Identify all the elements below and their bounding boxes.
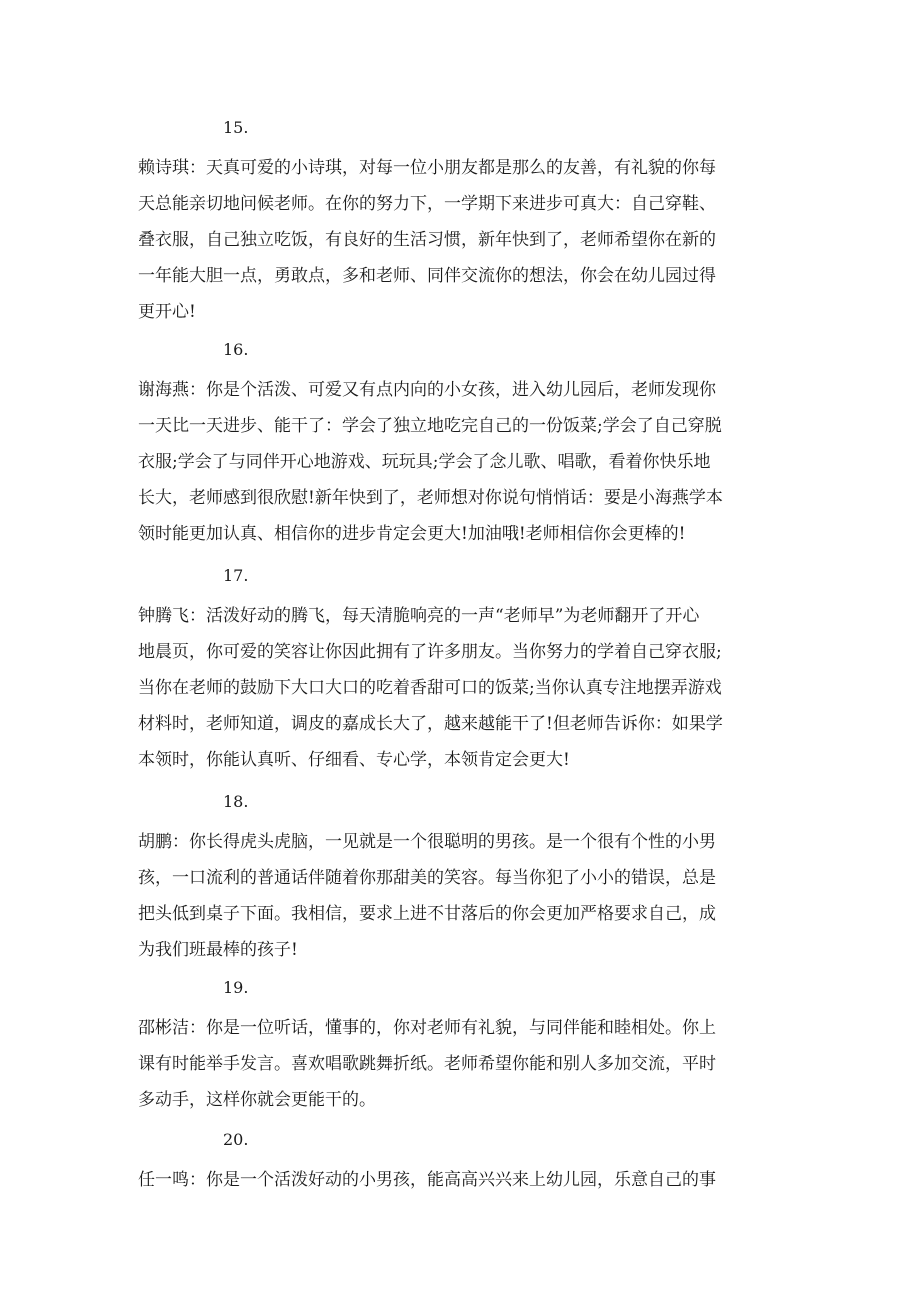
entry-text: 胡鹏：你长得虎头虎脑，一见就是一个很聪明的男孩。是一个很有个性的小男 孩，一口流利的普通话伴随着你那甜美的笑容。每当你犯了小小的错误，总是 把头低到桌子下面。我相信，要求上进不甘落后的你会更加严格要求自己，成 为我们班最棒的孩子!	[138, 832, 716, 960]
comment-entry-15	[138, 118, 788, 330]
entry-text: 邵彬洁：你是一位听话，懂事的，你对老师有礼貌，与同伴能和睦相处。你上 课有时能举手发言。喜欢唱歌跳舞折纸。老师希望你能和别人多加交流，平时 多动手，这样你就会更能干的。	[138, 1018, 716, 1110]
comment-entry-18	[138, 792, 788, 968]
entry-text: 赖诗琪：天真可爱的小诗琪，对每一位小朋友都是那么的友善，有礼貌的你每 天总能亲切地问候老师。在你的努力下，一学期下来进步可真大：自己穿鞋、 叠衣服，自己独立吃饭，有良好的生活习惯，新年快到了，老师希望你在新的 一年能大胆一点，勇敢点，多和老师、同伴交流你的想法，你会在幼儿园过得 更开心!	[138, 158, 716, 322]
entry-text: 谢海燕：你是个活泼、可爱又有点内向的小女孩，进入幼儿园后，老师发现你 一天比一天进步、能干了：学会了独立地吃完自己的一份饭菜;学会了自己穿脱 衣服;学会了与同伴开心地游戏、玩玩具;学会了念儿歌、唱歌，看着你快乐地 长大，老师感到很欣慰!新年快到了，老师想对你说句悄悄话：要是小海燕学本 领时能更加认真、相信你的进步肯定会更大!加油哦!老师相信你会更棒的!	[138, 380, 723, 544]
entry-number: 18.	[223, 792, 249, 811]
comment-entry-16	[138, 340, 788, 552]
comment-entry-17	[138, 566, 788, 778]
entry-number: 16.	[223, 340, 249, 359]
entry-number: 19.	[223, 978, 249, 997]
entry-number: 15.	[223, 118, 249, 137]
entry-text: 钟腾飞：活泼好动的腾飞，每天清脆响亮的一声“老师早”为老师翻开了开心 地晨页，你可爱的笑容让你因此拥有了许多朋友。当你努力的学着自己穿衣服; 当你在老师的鼓励下大口大口的吃着香甜可口的饭菜;当你认真专注地摆弄游戏 材料时，老师知道，调皮的嘉成长大了，越来越能干了!但老师告诉你：如果学 本领时，你能认真听、仔细看、专心学，本领肯定会更大!	[138, 606, 723, 770]
entry-number: 17.	[223, 566, 249, 585]
entry-number: 20.	[223, 1130, 249, 1149]
comment-entry-20	[138, 1130, 788, 1198]
entry-text: 任一鸣：你是一个活泼好动的小男孩，能高高兴兴来上幼儿园，乐意自己的事	[138, 1170, 716, 1190]
comment-entry-19	[138, 978, 788, 1118]
